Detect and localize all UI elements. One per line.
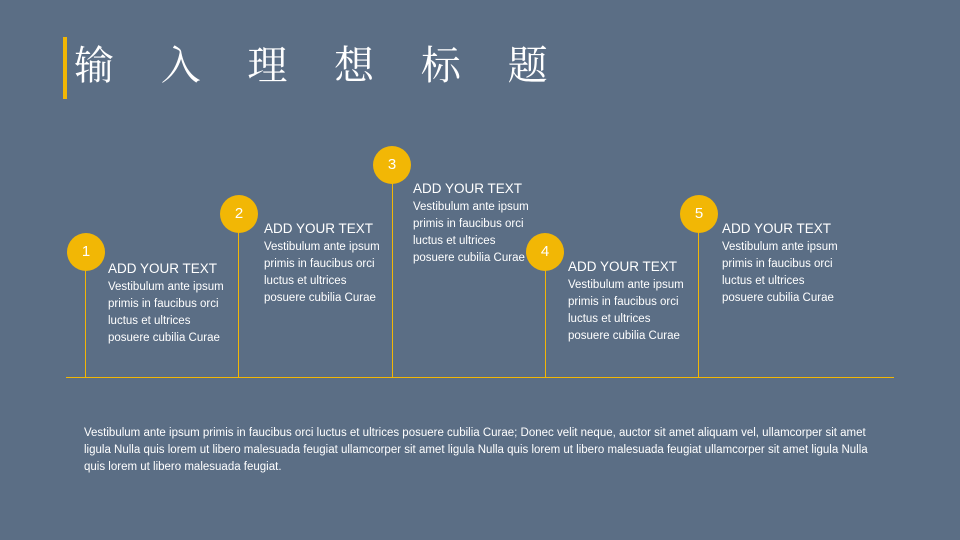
step-5-number-marker: 5 xyxy=(680,195,718,233)
step-3-number-marker: 3 xyxy=(373,146,411,184)
step-2-heading: ADD YOUR TEXT xyxy=(264,221,374,236)
step-5-body: Vestibulum ante ipsum primis in faucibus orci luctus et ultrices posuere cubilia Curae xyxy=(722,241,838,304)
page-title: 输 入 理 想 标 题 xyxy=(74,43,565,89)
step-3-text-block xyxy=(413,180,531,267)
step-3-heading: ADD YOUR TEXT xyxy=(413,181,523,196)
step-1-number-marker: 1 xyxy=(67,233,105,271)
step-3-body: Vestibulum ante ipsum primis in faucibus orci luctus et ultrices posuere cubilia Curae xyxy=(413,201,529,264)
step-4-text-block xyxy=(568,258,686,345)
step-4-body: Vestibulum ante ipsum primis in faucibus orci luctus et ultrices posuere cubilia Curae xyxy=(568,279,684,342)
step-1-body: Vestibulum ante ipsum primis in faucibus orci luctus et ultrices posuere cubilia Curae xyxy=(108,281,224,344)
footer-paragraph: Vestibulum ante ipsum primis in faucibus orci luctus et ultrices posuere cubilia Curae; Donec velit neque, auctor sit amet aliquam vel, ullamcorper sit amet ligula Nulla quis lorem ut libero malesuada feugiat ullamcorper sit amet ligula Nulla quis lorem ut libero malesuada feugiat ullamcorper sit amet ligula Nulla quis lorem ut libero malesuada feugiat. xyxy=(84,427,868,473)
step-2-number-marker: 2 xyxy=(220,195,258,233)
step-2-text-block xyxy=(264,220,382,307)
timeline-baseline xyxy=(66,377,894,378)
step-4-number-marker: 4 xyxy=(526,233,564,271)
timeline-stem-5 xyxy=(698,213,699,377)
step-5-heading: ADD YOUR TEXT xyxy=(722,221,832,236)
step-4-heading: ADD YOUR TEXT xyxy=(568,259,678,274)
step-5-text-block xyxy=(722,220,840,307)
step-1-heading: ADD YOUR TEXT xyxy=(108,261,218,276)
timeline-stem-2 xyxy=(238,213,239,377)
step-1-text-block xyxy=(108,260,226,347)
step-2-body: Vestibulum ante ipsum primis in faucibus orci luctus et ultrices posuere cubilia Curae xyxy=(264,241,380,304)
timeline-stem-3 xyxy=(392,165,393,377)
title-accent-bar xyxy=(63,37,67,99)
